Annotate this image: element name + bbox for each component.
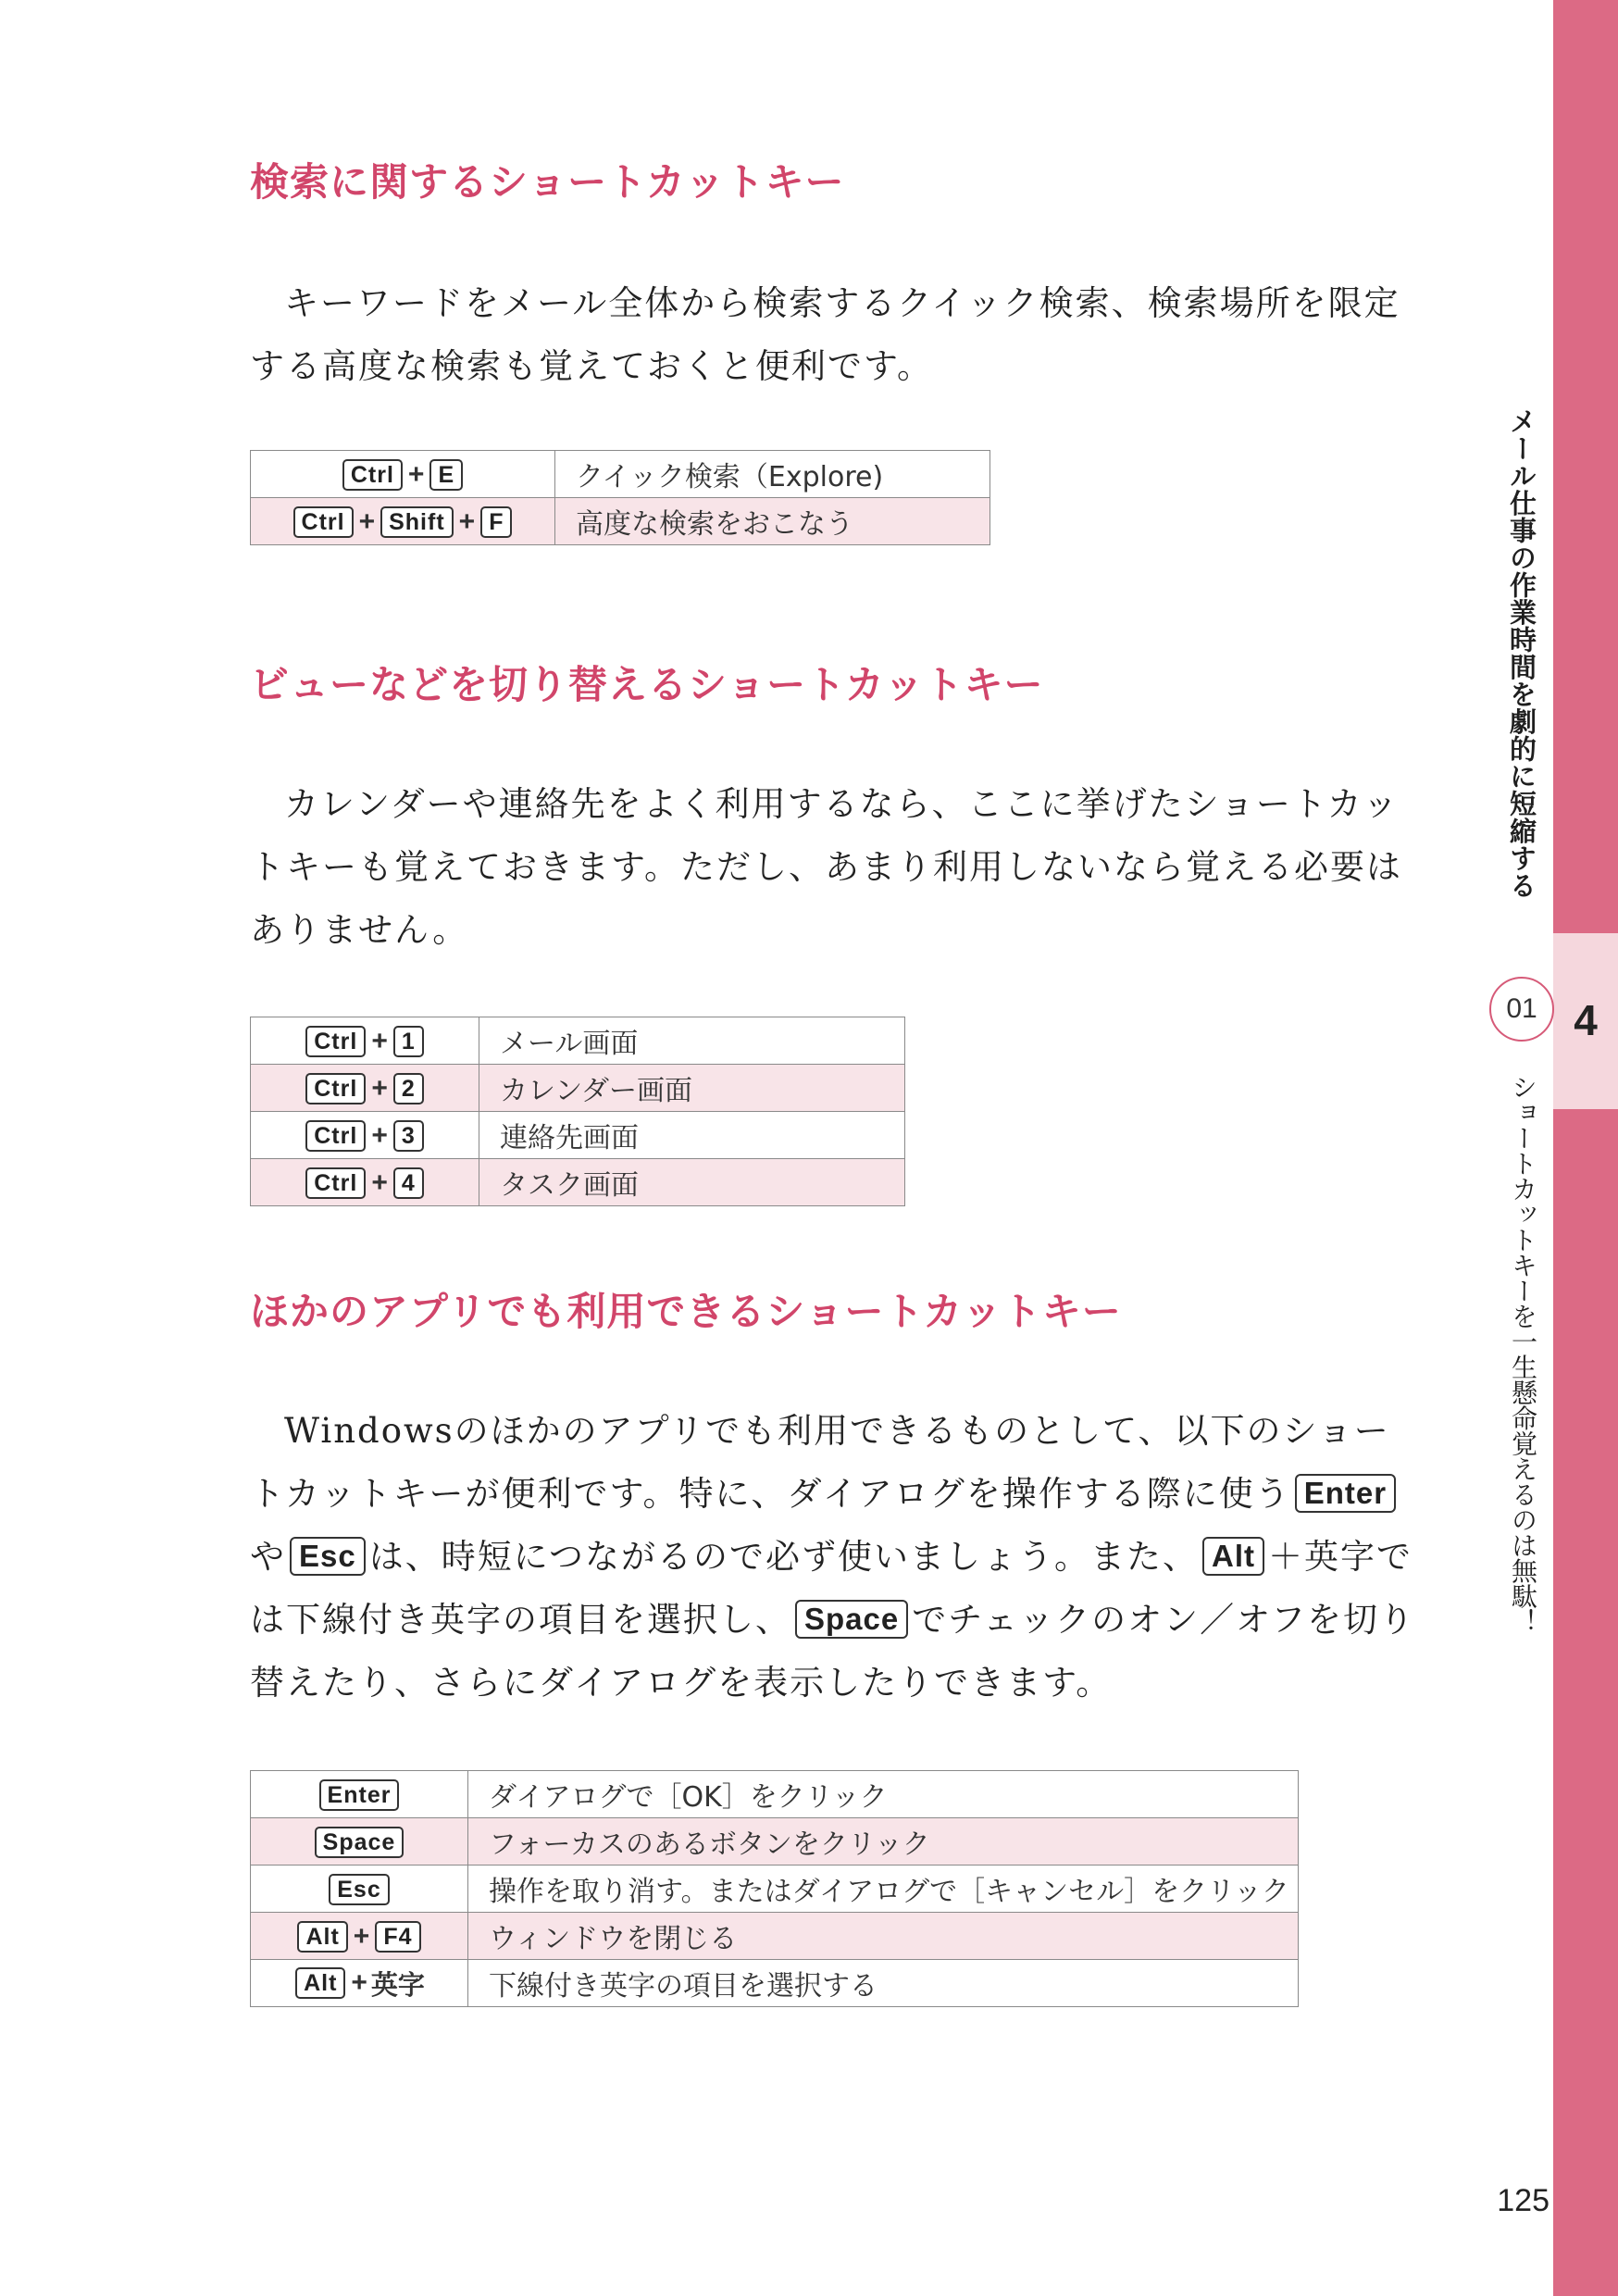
keycap: F xyxy=(480,506,512,538)
plus-sign: + xyxy=(371,1072,388,1104)
table-row xyxy=(251,1017,905,1065)
section-title: ショートカットキーを一生懸命覚えるのは無駄！ xyxy=(1508,1074,1538,1634)
keycap: Ctrl xyxy=(305,1167,366,1199)
table-row xyxy=(251,1065,905,1112)
table-row xyxy=(251,1112,905,1159)
section-paragraph-view: カレンダーや連絡先をよく利用するなら、ここに挙げたショートカットキーも覚えておきます。ただし、あまり利用しないなら覚える必要はありません。 xyxy=(250,784,1403,950)
table-row xyxy=(251,1960,1299,2007)
paragraph-text: や xyxy=(250,1537,286,1577)
section-number-badge: 01 xyxy=(1489,977,1554,1042)
table-row xyxy=(251,498,990,545)
page-number: 125 xyxy=(1497,2183,1550,2218)
table-row xyxy=(251,451,990,498)
paragraph-text: でチェックのオン／オフを切り替えたり、さらにダイアログを表示したりできます。 xyxy=(250,1600,1416,1703)
key-combo-cell xyxy=(251,1913,468,1960)
keycap: Space xyxy=(315,1827,404,1858)
key-word: 英字 xyxy=(370,1968,425,2001)
plus-sign: + xyxy=(351,1967,367,1998)
paragraph-text: Windowsのほかのアプリでも利用できるものとして、以下のショートカットキーが便利です。特に、ダイアログを操作する際に使う xyxy=(250,1411,1390,1514)
chapter-number: 4 xyxy=(1574,996,1598,1044)
plus-sign: + xyxy=(371,1119,388,1151)
plus-sign: + xyxy=(353,1920,370,1952)
shortcut-table-other-apps xyxy=(250,1770,1299,2007)
keycap: Ctrl xyxy=(305,1073,366,1104)
table-row xyxy=(251,1866,1299,1913)
key-combo-cell xyxy=(251,1159,479,1206)
keycap-inline: Space xyxy=(795,1600,908,1639)
shortcut-description: フォーカスのあるボタンをクリック xyxy=(468,1818,1299,1866)
paragraph-text: は、時短につながるので必ず使いましょう。また、 xyxy=(368,1537,1199,1577)
key-combo-cell xyxy=(251,1960,468,2007)
keycap-inline: Esc xyxy=(290,1537,366,1576)
table-row xyxy=(251,1913,1299,1960)
keycap-inline: Alt xyxy=(1202,1537,1264,1576)
table-row xyxy=(251,1818,1299,1866)
keycap: 3 xyxy=(393,1120,424,1152)
shortcut-description: タスク画面 xyxy=(479,1159,905,1206)
keycap: 1 xyxy=(393,1026,424,1057)
keycap: Ctrl xyxy=(342,459,403,491)
key-combo-cell xyxy=(251,1866,468,1913)
table-row xyxy=(251,1159,905,1206)
shortcut-description: 高度な検索をおこなう xyxy=(555,498,990,545)
key-combo-cell xyxy=(251,1771,468,1818)
shortcut-description: 下線付き英字の項目を選択する xyxy=(468,1960,1299,2007)
key-combo-cell xyxy=(251,451,555,498)
shortcut-description: 操作を取り消す。またはダイアログで［キャンセル］をクリック xyxy=(468,1866,1299,1913)
plus-sign: + xyxy=(358,505,376,537)
keycap: 4 xyxy=(393,1167,424,1199)
shortcut-description: カレンダー画面 xyxy=(479,1065,905,1112)
keycap-inline: Enter xyxy=(1295,1474,1396,1513)
paragraph-text: ＋英字では下線付き英字の項目を選択し、 xyxy=(250,1537,1413,1640)
plus-sign: + xyxy=(458,505,476,537)
section-heading-other-apps: ほかのアプリでも利用できるショートカットキー xyxy=(250,1289,1122,1334)
key-combo-cell xyxy=(251,1818,468,1866)
keycap: 2 xyxy=(393,1073,424,1104)
shortcut-table-search xyxy=(250,450,990,545)
key-combo-cell xyxy=(251,1065,479,1112)
keycap: Shift xyxy=(380,506,454,538)
plus-sign: + xyxy=(407,458,425,490)
keycap: Esc xyxy=(329,1874,389,1905)
keycap: E xyxy=(429,459,463,491)
shortcut-description: ダイアログで［OK］をクリック xyxy=(468,1771,1299,1818)
plus-sign: + xyxy=(371,1167,388,1198)
key-combo-cell xyxy=(251,498,555,545)
keycap: F4 xyxy=(375,1921,420,1953)
shortcut-description: クイック検索（Explore) xyxy=(555,451,990,498)
keycap: Alt xyxy=(295,1967,345,1999)
keycap: Ctrl xyxy=(305,1120,366,1152)
shortcut-description: ウィンドウを閉じる xyxy=(468,1913,1299,1960)
table-row xyxy=(251,1771,1299,1818)
key-combo-cell xyxy=(251,1017,479,1065)
keycap: Enter xyxy=(319,1779,400,1811)
keycap: Alt xyxy=(297,1921,347,1953)
shortcut-description: 連絡先画面 xyxy=(479,1112,905,1159)
section-paragraph-search: キーワードをメール全体から検索するクイック検索、検索場所を限定する高度な検索も覚えておくと便利です。 xyxy=(250,283,1400,386)
section-paragraph-other-apps xyxy=(250,1400,1425,1715)
keycap: Ctrl xyxy=(293,506,354,538)
keycap: Ctrl xyxy=(305,1026,366,1057)
plus-sign: + xyxy=(371,1025,388,1056)
chapter-title: メール仕事の作業時間を劇的に短縮する xyxy=(1506,407,1537,899)
shortcut-description: メール画面 xyxy=(479,1017,905,1065)
chapter-side-band xyxy=(1553,0,1618,2296)
key-combo-cell xyxy=(251,1112,479,1159)
section-heading-view: ビューなどを切り替えるショートカットキー xyxy=(250,662,1044,707)
section-heading-search: 検索に関するショートカットキー xyxy=(250,159,845,205)
shortcut-table-view xyxy=(250,1017,905,1206)
